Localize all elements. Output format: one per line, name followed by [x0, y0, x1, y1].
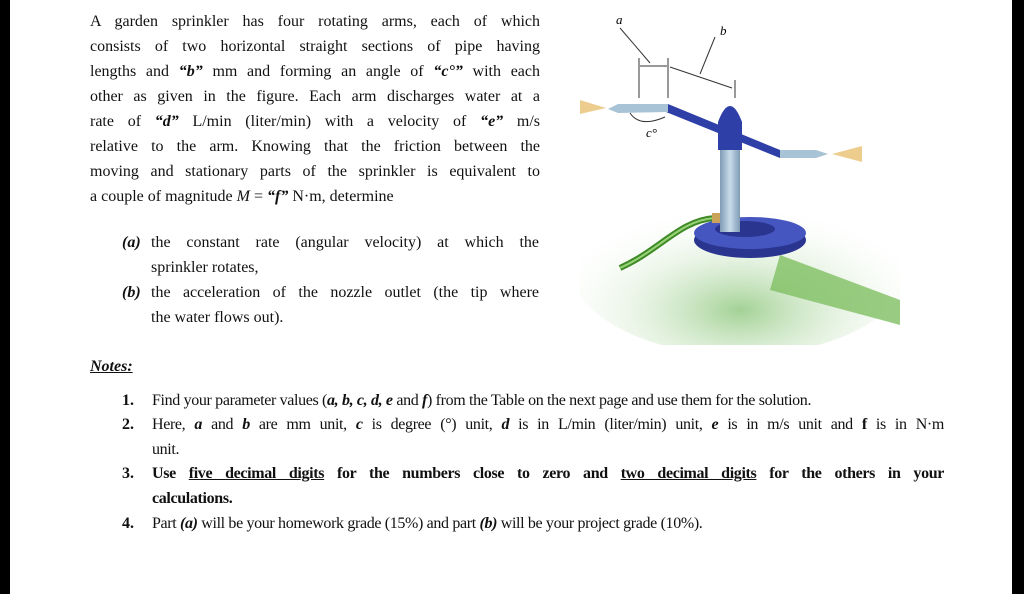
sprinkler-head — [718, 106, 742, 150]
note-number: 1. — [122, 392, 134, 409]
text-segment: lengths and — [90, 63, 179, 80]
text-segment: ) from the Table on the next page and use them for the solution. — [427, 392, 812, 409]
text-segment: L/min (liter/min) with a velocity of — [178, 113, 481, 130]
label-b: b — [720, 23, 727, 38]
text-segment: for the others in your — [756, 465, 945, 482]
text-segment: calculations. — [152, 490, 233, 507]
problem-line — [90, 37, 540, 57]
text-segment: is in N·m — [866, 416, 944, 433]
text-segment: N·m, determine — [288, 188, 394, 205]
hose-fitting — [712, 213, 720, 223]
note-line — [152, 514, 702, 534]
sprinkler-post — [720, 150, 740, 232]
text-segment: “c°” — [433, 63, 463, 80]
text-segment: a, b, c, d, e — [327, 392, 393, 409]
text-segment: d — [501, 416, 510, 433]
text-segment: is in m/s unit and — [718, 416, 862, 433]
text-segment: Part — [152, 515, 181, 532]
text-segment: with each — [462, 63, 541, 80]
text-segment: “e” — [480, 113, 504, 130]
text-segment: relative to the arm. Knowing that the friction between the — [90, 138, 540, 155]
text-segment: moving and stationary parts of the sprinkler is equivalent to — [90, 163, 540, 180]
part-label: (b) — [122, 284, 141, 301]
text-segment: M — [236, 188, 250, 205]
part-text: the water flows out). — [151, 309, 284, 326]
text-segment: unit. — [152, 441, 180, 458]
note-number: 4. — [122, 515, 134, 532]
note-line — [152, 440, 179, 460]
text-segment: is in L/min (liter/min) unit, — [509, 416, 712, 433]
note-line — [152, 464, 944, 484]
problem-line — [90, 87, 540, 107]
text-segment: Use — [152, 465, 189, 482]
text-segment: m/s — [503, 113, 541, 130]
text-segment: two decimal digits — [620, 465, 757, 482]
text-segment: f — [861, 416, 867, 433]
part-text: sprinkler rotates, — [151, 259, 259, 276]
text-segment: will be your homework grade (15%) and part — [197, 515, 480, 532]
problem-line — [90, 12, 540, 32]
text-segment: Find your parameter values ( — [152, 392, 328, 409]
nozzle-right — [780, 150, 828, 158]
angle-arc — [630, 113, 665, 122]
text-segment: and — [202, 416, 243, 433]
text-segment: “d” — [154, 113, 179, 130]
note-number: 3. — [122, 465, 134, 482]
text-segment: Here, — [152, 416, 195, 433]
text-segment: c — [355, 416, 363, 433]
text-segment: f — [422, 392, 428, 409]
notes-heading: Notes: — [90, 358, 133, 375]
spray-left — [580, 100, 606, 114]
label-a: a — [616, 12, 623, 27]
note-line — [152, 489, 232, 509]
part-text: the constant rate (angular velocity) at which the — [151, 234, 539, 251]
sprinkler-figure — [580, 0, 900, 345]
text-segment: e — [711, 416, 719, 433]
text-segment: “f” — [266, 188, 289, 205]
problem-line — [90, 187, 540, 207]
note-number: 2. — [122, 416, 134, 433]
nozzle-left — [608, 104, 668, 113]
note-line — [152, 391, 811, 411]
text-segment: and — [392, 392, 423, 409]
text-segment: rate of — [90, 113, 155, 130]
problem-line — [90, 112, 540, 132]
text-segment: is degree (°) unit, — [362, 416, 502, 433]
problem-line — [90, 62, 540, 82]
text-segment: b — [242, 416, 250, 433]
document-page — [10, 0, 1012, 594]
label-c: c° — [646, 125, 657, 140]
part-label: (a) — [122, 234, 141, 251]
text-segment: (b) — [479, 515, 498, 532]
text-segment: (a) — [180, 515, 198, 532]
text-segment: for the numbers close to zero and — [324, 465, 621, 482]
text-segment: A garden sprinkler has four rotating arms, each of which — [90, 13, 540, 30]
part-text: the acceleration of the nozzle outlet (the tip where — [151, 284, 539, 301]
text-segment: other as given in the figure. Each arm discharges water at a — [90, 88, 540, 105]
note-line — [152, 415, 944, 435]
problem-line — [90, 162, 540, 182]
text-segment: will be your project grade (10%). — [497, 515, 703, 532]
text-segment: “b” — [178, 63, 203, 80]
text-segment: mm and forming an angle of — [202, 63, 434, 80]
text-segment: a couple of magnitude — [90, 188, 237, 205]
spray-right — [832, 146, 862, 162]
text-segment: a — [194, 416, 203, 433]
text-segment: consists of two horizontal straight sections of pipe having — [90, 38, 540, 55]
text-segment: are mm unit, — [249, 416, 356, 433]
problem-line — [90, 137, 540, 157]
text-segment: = — [249, 188, 267, 205]
text-segment: five decimal digits — [188, 465, 325, 482]
